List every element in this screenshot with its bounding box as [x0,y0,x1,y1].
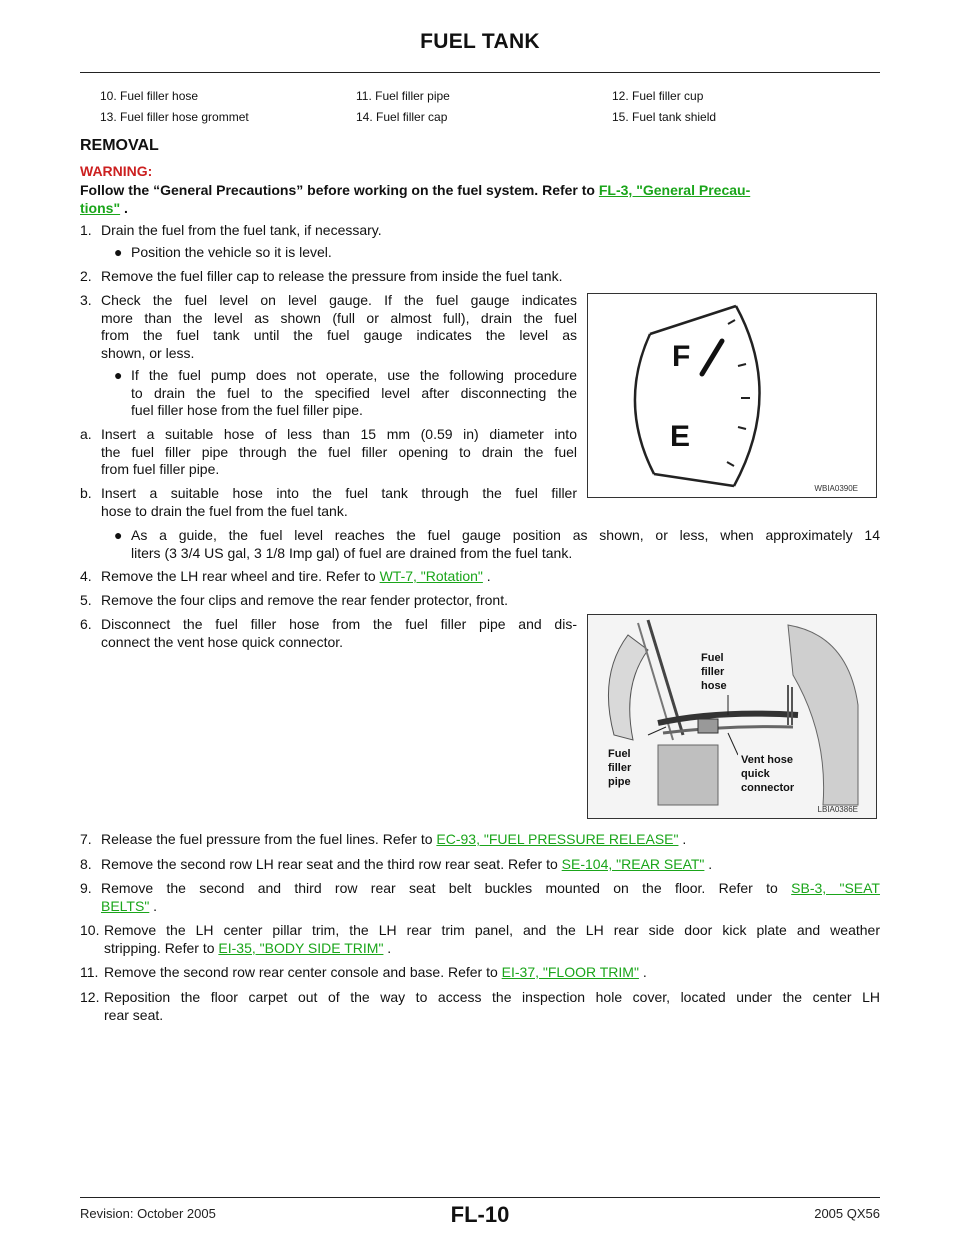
fuel-gauge-drawing [588,294,876,497]
footer-revision: Revision: October 2005 [80,1206,216,1221]
gauge-full-label: F [672,340,691,373]
step-b: b. Insert a suitable hose into the fuel tank through the fuel filler hose to drain the fuel from the fuel tank. [80,485,577,519]
bullet-pump: ● If the fuel pump does not operate, use the following procedure to drain the fuel to the specified level after disconnecting the fuel filler hose from the fuel filler pipe. [114,367,577,418]
gauge-tick [728,320,735,324]
warning-text: Follow the “General Precautions” before working on the fuel system. Refer to FL-3, "General Precau- tions" . [80,182,751,216]
footer-rule [80,1197,880,1198]
step-8: 8. Remove the second row LH rear seat and the third row rear seat. Refer to SE-104, "REAR SEAT" . [80,856,713,872]
link-sb3-seat-belts-cont[interactable]: BELTS" [101,897,150,914]
gauge-empty-label: E [670,420,691,453]
step-11: 11. Remove the second row rear center console and base. Refer to EI-37, "FLOOR TRIM" . [80,964,647,980]
part-11: 11. Fuel filler pipe [356,88,450,103]
parts-row [80,85,880,106]
fuel-hose-drawing [588,615,876,818]
label-fuel-filler-pipe: Fuel filler pipe [608,748,632,788]
gauge-top-edge [650,306,736,334]
link-ei37-floor-trim[interactable]: EI-37, "FLOOR TRIM" [501,964,639,980]
part-12: 12. Fuel filler cup [612,88,704,103]
parts-table [80,85,880,127]
gauge-tick [738,427,746,429]
quick-connector-shape [698,719,718,733]
figure-code: LBIA0386E [817,805,858,814]
step-1: 1. Drain the fuel from the fuel tank, if necessary. [80,222,382,238]
link-ei35-body-side-trim[interactable]: EI-35, "BODY SIDE TRIM" [218,939,384,956]
figure-code: WBIA0390E [814,484,858,493]
step-5: 5. Remove the four clips and remove the rear fender protector, front. [80,592,508,608]
gauge-inner-arc [635,334,654,474]
step-2: 2. Remove the fuel filler cap to release the pressure from inside the fuel tank. [80,268,563,284]
step-6: 6. Disconnect the fuel filler hose from the fuel filler pipe and dis- connect the vent hose quick connector. [80,616,577,650]
page-number: FL-10 [450,1202,510,1227]
step-7: 7. Release the fuel pressure from the fuel lines. Refer to EC-93, "FUEL PRESSURE RELEASE" . [80,831,687,847]
fuel-gauge-figure [587,293,877,498]
bullet-icon: ● [114,367,123,383]
part-10: 10. Fuel filler hose [100,88,199,103]
gauge-tick [738,364,746,366]
step-10: 10. Remove the LH center pillar trim, the LH rear trim panel, and the LH rear side door kick plate and weather stripping. Refer to EI-35, "BODY SIDE TRIM" . [80,922,880,956]
part-13: 13. Fuel filler hose grommet [100,109,249,124]
step-12: 12. Reposition the floor carpet out of the way to access the inspection hole cover, located under the center LH rear seat. [80,989,880,1023]
label-fuel-filler-hose: Fuel filler hose [701,652,727,692]
warning-label: WARNING: [80,163,153,179]
step-9: 9. Remove the second and third row rear seat belt buckles mounted on the floor. Refer to SB-3, "SEAT BELTS" . [80,880,880,914]
bullet-level: ● Position the vehicle so it is level. [114,244,332,260]
step-4: 4. Remove the LH rear wheel and tire. Refer to WT-7, "Rotation" . [80,568,491,584]
bullet-guide: ● As a guide, the fuel level reaches the fuel gauge position as shown, or less, when approximately 14 liters (3 3/4 US gal, 3 1/8 Imp gal) of fuel are drained from the fuel tank. [114,527,880,561]
link-wt7-rotation[interactable]: WT-7, "Rotation" [379,568,483,584]
fuel-hose-figure [587,614,877,819]
link-se104-rear-seat[interactable]: SE-104, "REAR SEAT" [561,856,705,872]
section-title: REMOVAL [80,137,159,154]
gauge-tick [727,462,734,466]
footer-model: 2005 QX56 [814,1206,880,1221]
link-ec93-fuel-pressure-release[interactable]: EC-93, "FUEL PRESSURE RELEASE" [436,831,679,847]
header-rule [80,72,880,73]
link-fl3-general-precautions[interactable]: FL-3, "General Precau- [598,182,751,198]
pipe-bracket-shape [658,745,718,805]
gauge-outer-arc [734,306,760,486]
part-15: 15. Fuel tank shield [612,109,717,124]
link-sb3-seat-belts[interactable]: SB-3, "SEAT [791,880,880,896]
gauge-needle [702,341,722,374]
label-vent-hose-quick-connector: Vent hose quick connector [741,754,795,794]
part-14: 14. Fuel filler cap [356,109,448,124]
gauge-bottom-edge [654,474,734,486]
parts-row [80,106,880,127]
link-fl3-general-precautions-cont[interactable]: tions" [80,200,121,216]
step-3: 3. Check the fuel level on level gauge. If the fuel gauge indicates more than the level as shown (full or almost full), drain the fuel from the fuel tank until the fuel gauge indicates the level as shown, or less. [80,292,577,361]
bullet-icon: ● [114,244,123,260]
page-title: FUEL TANK [420,30,540,53]
step-a: a. Insert a suitable hose of less than 15 mm (0.59 in) diameter into the fuel filler pipe through the fuel filler opening to drain the fuel from fuel filler pipe. [80,426,577,477]
bullet-icon: ● [114,527,123,543]
